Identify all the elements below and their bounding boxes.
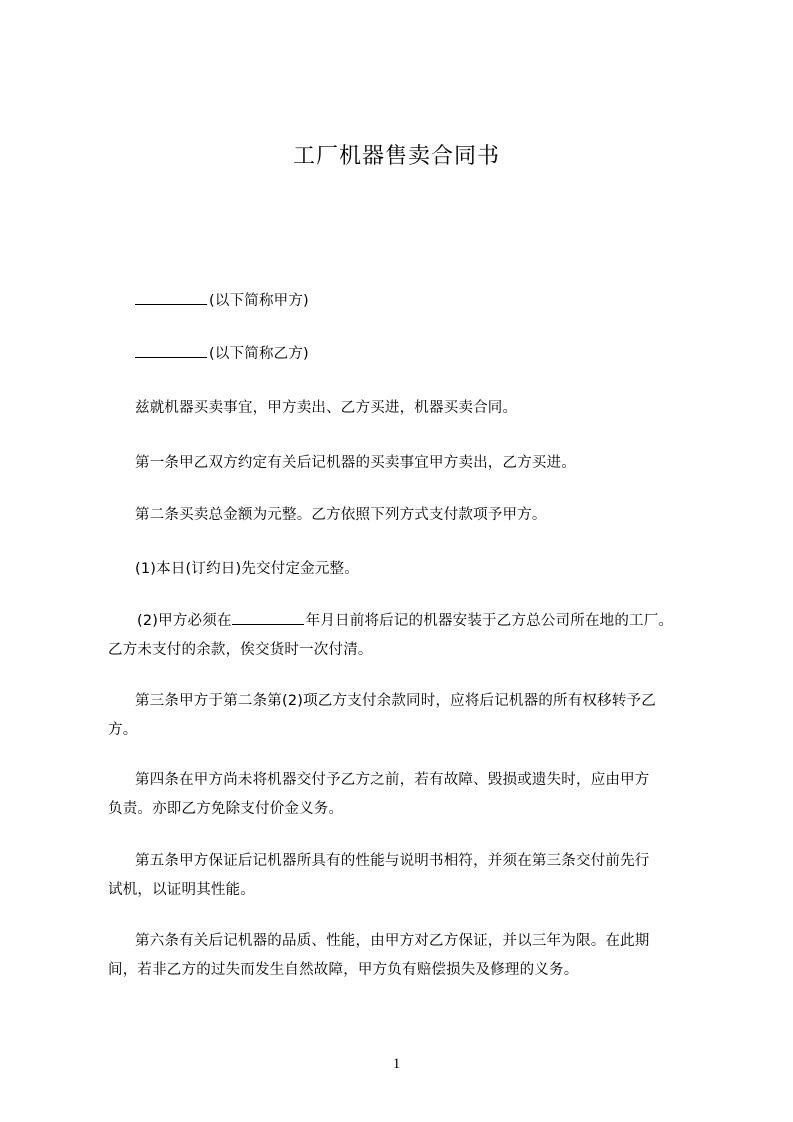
- party-a-line: [135, 287, 715, 316]
- article-1: 第一条甲乙双方约定有关后记机器的买卖事宜甲方卖出，乙方买进。: [135, 455, 576, 471]
- article-2-item-2-rest: 年月日前将后记的机器安装于乙方总公司所在地的工厂。: [305, 613, 674, 629]
- article-6-line-2: 间，若非乙方的过失而发生自然故障，甲方负有赔偿损失及修理的义务。: [108, 962, 579, 978]
- article-2-item-2-prefix: (2)甲方必须在: [137, 613, 232, 629]
- article-5-line-2: 试机，以证明其性能。: [108, 882, 255, 898]
- article-3: [108, 687, 715, 745]
- document-title: 工厂机器售卖合同书: [292, 144, 500, 169]
- article-6: [108, 927, 715, 985]
- party-a-blank: [135, 290, 207, 305]
- article-4: [108, 766, 715, 824]
- preamble: 兹就机器买卖事宜，甲方卖出、乙方买进，机器买卖合同。: [135, 400, 518, 416]
- article-2: 第二条买卖总金额为元整。乙方依照下列方式支付款项予甲方。: [135, 507, 547, 523]
- article-2-item-2-line-1: [137, 607, 717, 636]
- article-3-line-2: 方。: [108, 722, 138, 738]
- article-6-line-1: 第六条有关后记机器的品质、性能，由甲方对乙方保证，并以三年为限。在此期: [135, 933, 650, 949]
- article-4-line-1: 第四条在甲方尚未将机器交付予乙方之前，若有故障、毁损或遗失时，应由甲方: [135, 772, 650, 788]
- article-2-item-1: (1)本日(订约日)先交付定金元整。: [135, 561, 359, 577]
- article-2-item-2-blank: [232, 610, 304, 625]
- party-b-label: (以下简称乙方): [209, 346, 309, 362]
- article-2-item-2-line-2: 乙方未支付的余款，俟交货时一次付清。: [108, 642, 373, 658]
- party-b-line: [135, 340, 715, 369]
- page-number: 1: [392, 1056, 401, 1072]
- party-b-blank: [135, 343, 207, 358]
- article-4-line-2: 负责。亦即乙方免除支付价金义务。: [108, 801, 344, 817]
- article-3-line-1: 第三条甲方于第二条第(2)项乙方支付余款同时，应将后记机器的所有权移转予乙: [135, 693, 656, 709]
- article-5: [108, 847, 715, 905]
- article-2-item-2: [108, 607, 717, 665]
- article-5-line-1: 第五条甲方保证后记机器所具有的性能与说明书相符，并须在第三条交付前先行: [135, 853, 650, 869]
- party-a-label: (以下简称甲方): [209, 293, 309, 309]
